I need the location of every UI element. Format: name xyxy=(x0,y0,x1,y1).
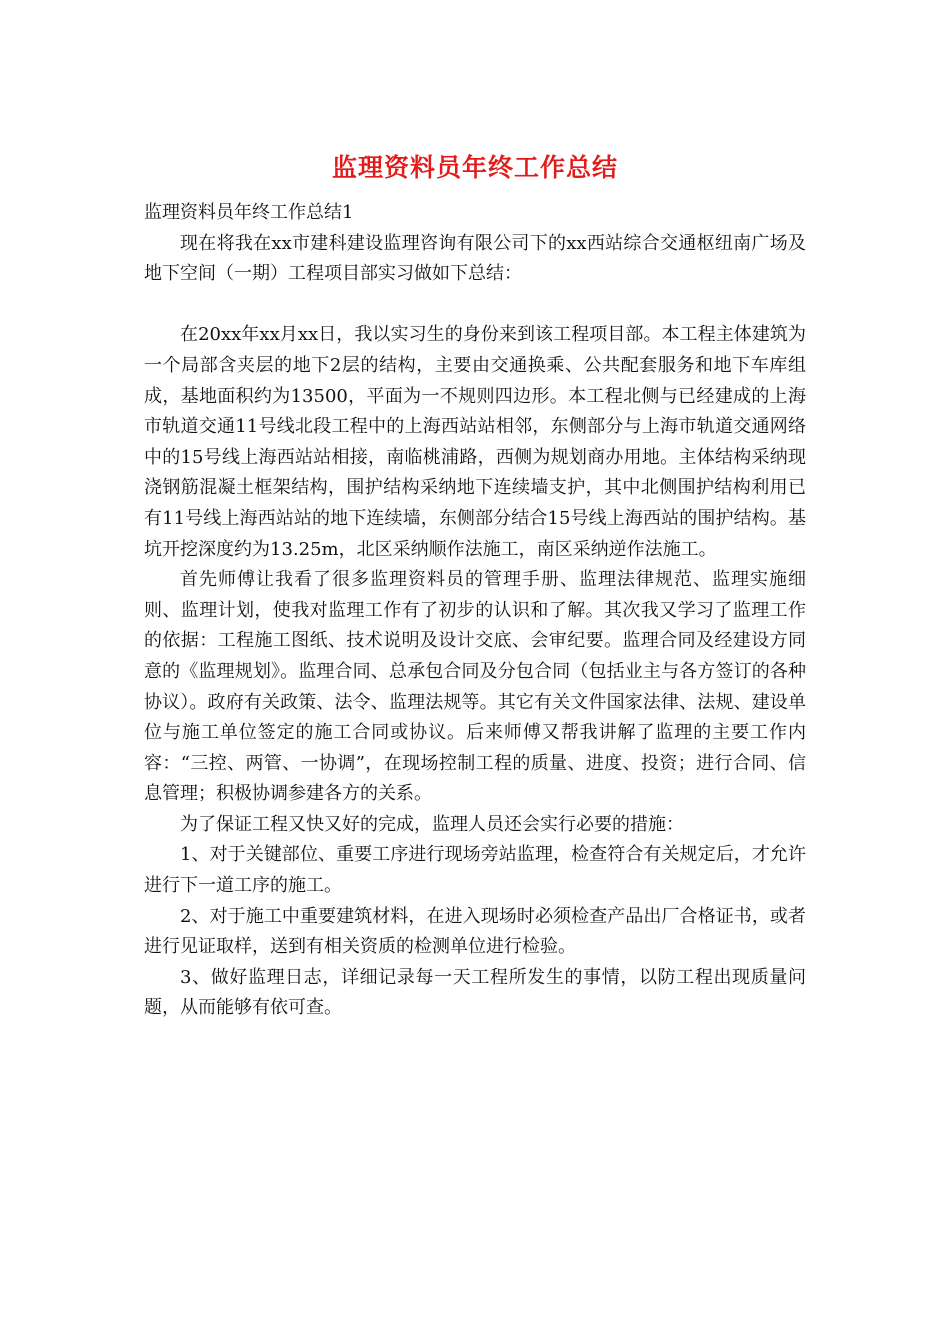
paragraph-intro: 现在将我在xx市建科建设监理咨询有限公司下的xx西站综合交通枢纽南广场及地下空间（一期）工程项目部实习做如下总结： xyxy=(144,232,806,285)
paragraph-measures-intro: 为了保证工程又快又好的完成，监理人员还会实行必要的措施： xyxy=(180,813,684,835)
paragraph-learning: 首先师傅让我看了很多监理资料员的管理手册、监理法律规范、监理实施细则、监理计划，使我对监理工作有了初步的认识和了解。其次我又学习了监理工作的依据：工程施工图纸、技术说明及设计交底、会审纪要。监理合同及经建设方同意的《监理规划》。监理合同、总承包合同及分包合同（包括业主与各方签订的各种协议）。政府有关政策、法令、监理法规等。其它有关文件国家法律、法规、建设单位与施工单位签定的施工合同或协议。后来师傅又帮我讲解了监理的主要工作内容：“三控、两管、一协调”，在现场控制工程的质量、进度、投资；进行合同、信息管理；积极协调参建各方的关系。 xyxy=(144,569,806,805)
list-item-measure-1: 1、对于关键部位、重要工序进行现场旁站监理，检查符合有关规定后，才允许进行下一道工序的施工。 xyxy=(144,844,806,897)
section-heading: 监理资料员年终工作总结1 xyxy=(144,202,354,223)
document-body xyxy=(144,198,806,1024)
list-item-measure-3: 3、做好监理日志，详细记录每一天工程所发生的事情，以防工程出现质量问题，从而能够有依可查。 xyxy=(144,966,806,1019)
list-item-measure-2: 2、对于施工中重要建筑材料，在进入现场时必须检查产品出厂合格证书，或者进行见证取样，送到有相关资质的检测单位进行检验。 xyxy=(144,905,806,958)
document-title: 监理资料员年终工作总结 xyxy=(331,153,618,182)
paragraph-project-overview: 在20xx年xx月xx日，我以实习生的身份来到该工程项目部。本工程主体建筑为一个局部含夹层的地下2层的结构，主要由交通换乘、公共配套服务和地下车库组成，基地面积约为13500，平面为一不规则四边形。本工程北侧与已经建成的上海市轨道交通11号线北段工程中的上海西站站相邻，东侧部分与上海市轨道交通网络中的15号线上海西站站相接，南临桃浦路，西侧为规划商办用地。主体结构采纳现浇钢筋混凝土框架结构，围护结构采纳地下连续墙支护，其中北侧围护结构利用已有11号线上海西站站的地下连续墙，东侧部分结合15号线上海西站的围护结构。基坑开挖深度约为13.25m，北区采纳顺作法施工，南区采纳逆作法施工。 xyxy=(144,324,806,560)
blank-line xyxy=(144,290,806,321)
